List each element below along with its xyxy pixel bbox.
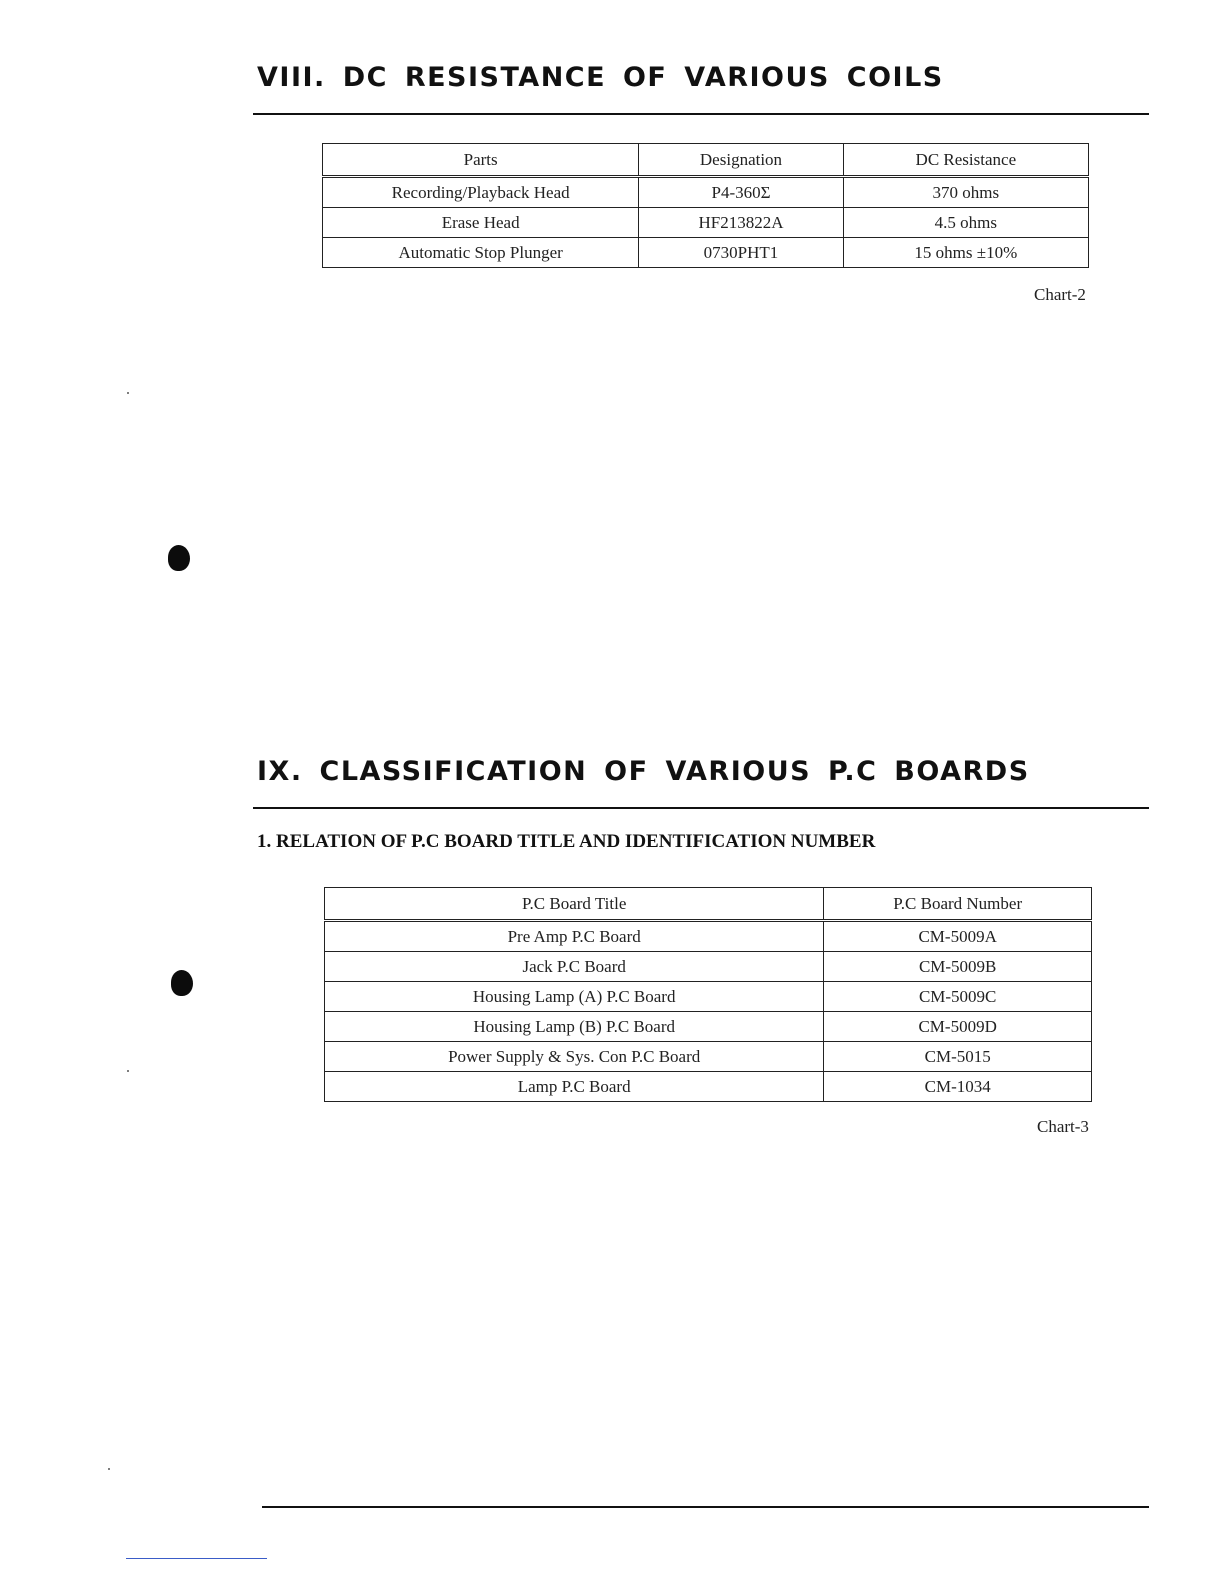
cell-resistance: 4.5 ohms xyxy=(843,208,1088,238)
cell-board-title: Power Supply & Sys. Con P.C Board xyxy=(325,1042,824,1072)
cell-board-number: CM-5009D xyxy=(824,1012,1092,1042)
column-header-designation: Designation xyxy=(639,144,843,177)
cell-board-number: CM-1034 xyxy=(824,1072,1092,1102)
table-row xyxy=(325,952,1092,982)
cell-board-title: Lamp P.C Board xyxy=(325,1072,824,1102)
cell-board-title: Housing Lamp (A) P.C Board xyxy=(325,982,824,1012)
section-9-rule xyxy=(253,807,1149,809)
cell-board-number: CM-5009C xyxy=(824,982,1092,1012)
scan-speck xyxy=(108,1468,110,1470)
table-header-row xyxy=(323,144,1089,177)
pc-board-table xyxy=(324,887,1092,1102)
cell-part: Erase Head xyxy=(323,208,639,238)
section-8-rule xyxy=(253,113,1149,115)
table-row xyxy=(325,982,1092,1012)
scan-speck xyxy=(127,392,129,394)
cell-board-number: CM-5009B xyxy=(824,952,1092,982)
column-header-board-title: P.C Board Title xyxy=(325,888,824,921)
cell-designation: 0730PHT1 xyxy=(639,238,843,268)
table-row xyxy=(325,1072,1092,1102)
bottom-rule xyxy=(262,1506,1149,1508)
cell-board-title: Housing Lamp (B) P.C Board xyxy=(325,1012,824,1042)
table-row xyxy=(325,1012,1092,1042)
punch-hole-mark xyxy=(168,545,190,571)
column-header-parts: Parts xyxy=(323,144,639,177)
section-9-heading: IX. CLASSIFICATION OF VARIOUS P.C BOARDS xyxy=(257,756,1030,787)
table-header-row xyxy=(325,888,1092,921)
cell-board-number: CM-5015 xyxy=(824,1042,1092,1072)
coil-resistance-table xyxy=(322,143,1089,268)
table-row xyxy=(323,177,1089,208)
section-8-heading: VIII. DC RESISTANCE OF VARIOUS COILS xyxy=(257,62,944,93)
chart-3-label: Chart-3 xyxy=(1037,1117,1089,1136)
cell-board-title: Pre Amp P.C Board xyxy=(325,921,824,952)
cell-part: Recording/Playback Head xyxy=(323,177,639,208)
column-header-dc-resistance: DC Resistance xyxy=(843,144,1088,177)
punch-hole-mark xyxy=(171,970,193,996)
column-header-board-number: P.C Board Number xyxy=(824,888,1092,921)
cell-board-title: Jack P.C Board xyxy=(325,952,824,982)
cell-part: Automatic Stop Plunger xyxy=(323,238,639,268)
cell-designation: P4-360Σ xyxy=(639,177,843,208)
table-row xyxy=(323,208,1089,238)
table-row xyxy=(323,238,1089,268)
cell-designation: HF213822A xyxy=(639,208,843,238)
table-row xyxy=(325,921,1092,952)
footer-underline xyxy=(126,1558,267,1559)
chart-2-label: Chart-2 xyxy=(1034,285,1086,304)
cell-resistance: 370 ohms xyxy=(843,177,1088,208)
cell-resistance: 15 ohms ±10% xyxy=(843,238,1088,268)
table-row xyxy=(325,1042,1092,1072)
cell-board-number: CM-5009A xyxy=(824,921,1092,952)
section-9-subheading: 1. RELATION OF P.C BOARD TITLE AND IDENTIFICATION NUMBER xyxy=(257,831,876,852)
scan-speck xyxy=(127,1070,129,1072)
